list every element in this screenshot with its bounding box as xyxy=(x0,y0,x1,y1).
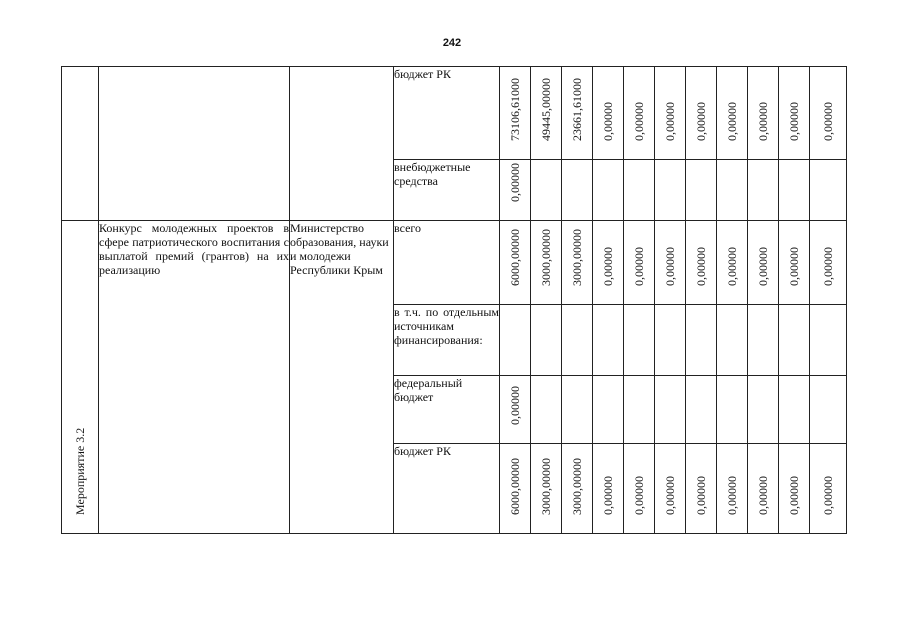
value-cell xyxy=(531,305,562,376)
value: 0,00000 xyxy=(787,102,801,141)
value: 3000,00000 xyxy=(570,229,584,286)
value: 0,00000 xyxy=(787,476,801,515)
value-cell xyxy=(779,444,810,534)
value-cell xyxy=(562,444,593,534)
value: 0,00000 xyxy=(694,247,708,286)
value-cell xyxy=(655,67,686,160)
value-cell xyxy=(686,221,717,305)
source-cell: бюджет РК xyxy=(394,67,500,160)
value: 0,00000 xyxy=(632,476,646,515)
value: 6000,00000 xyxy=(508,458,522,515)
value-cell xyxy=(624,305,655,376)
value: 0,00000 xyxy=(725,476,739,515)
value-cell xyxy=(655,444,686,534)
value-cell xyxy=(562,305,593,376)
value: 0,00000 xyxy=(756,102,770,141)
value: 0,00000 xyxy=(821,102,835,141)
value-cell xyxy=(686,376,717,444)
value: 23661,61000 xyxy=(570,78,584,141)
value-cell xyxy=(562,221,593,305)
value: 0,00000 xyxy=(821,247,835,286)
measure-label-cell xyxy=(62,221,99,534)
source-cell: федеральный бюджет xyxy=(394,376,500,444)
prev-executor-cell xyxy=(290,67,394,221)
value-cell xyxy=(655,221,686,305)
value: 0,00000 xyxy=(663,476,677,515)
value-cell xyxy=(686,67,717,160)
value-cell xyxy=(810,444,847,534)
value-cell xyxy=(748,376,779,444)
prev-name-cell xyxy=(99,67,290,221)
value-cell xyxy=(655,305,686,376)
value: 73106,61000 xyxy=(508,78,522,141)
value: 0,00000 xyxy=(663,102,677,141)
value-cell xyxy=(562,160,593,221)
value-cell xyxy=(810,67,847,160)
value: 0,00000 xyxy=(694,476,708,515)
value: 49445,00000 xyxy=(539,78,553,141)
value-cell xyxy=(810,305,847,376)
value-cell xyxy=(531,160,562,221)
value-cell xyxy=(593,376,624,444)
value-cell xyxy=(779,376,810,444)
table-row xyxy=(62,221,847,305)
value-cell xyxy=(593,67,624,160)
value-cell xyxy=(779,305,810,376)
value: 0,00000 xyxy=(756,476,770,515)
value: 0,00000 xyxy=(725,247,739,286)
source-cell: бюджет РК xyxy=(394,444,500,534)
source-cell: внебюджетные средства xyxy=(394,160,500,221)
value-cell xyxy=(531,444,562,534)
value-cell xyxy=(779,67,810,160)
value-cell xyxy=(593,160,624,221)
value: 3000,00000 xyxy=(570,458,584,515)
value: 0,00000 xyxy=(632,247,646,286)
value-cell xyxy=(810,376,847,444)
financing-table xyxy=(61,66,847,534)
value-cell xyxy=(593,221,624,305)
value: 0,00000 xyxy=(632,102,646,141)
value: 3000,00000 xyxy=(539,458,553,515)
measure-label: Мероприятие 3.2 xyxy=(73,427,87,515)
value-cell xyxy=(717,376,748,444)
value: 0,00000 xyxy=(663,247,677,286)
value: 0,00000 xyxy=(756,247,770,286)
value: 0,00000 xyxy=(787,247,801,286)
value-cell xyxy=(500,305,531,376)
value: 6000,00000 xyxy=(508,229,522,286)
value-cell xyxy=(717,221,748,305)
value-cell xyxy=(748,444,779,534)
value: 3000,00000 xyxy=(539,229,553,286)
value-cell xyxy=(810,160,847,221)
value-cell xyxy=(655,376,686,444)
value-cell xyxy=(748,67,779,160)
value-cell xyxy=(531,221,562,305)
value-cell xyxy=(624,376,655,444)
value-cell xyxy=(593,305,624,376)
value-cell xyxy=(531,67,562,160)
value-cell xyxy=(593,444,624,534)
page-number: 242 xyxy=(442,37,462,49)
value-cell xyxy=(562,376,593,444)
value: 0,00000 xyxy=(508,163,522,202)
value-cell xyxy=(500,67,531,160)
value-cell xyxy=(686,160,717,221)
value: 0,00000 xyxy=(601,247,615,286)
value-cell xyxy=(531,376,562,444)
value-cell xyxy=(717,444,748,534)
measure-name-cell: Конкурс молодежных проектов в сфере патриотического воспитания с выплатой премий (грантов) на их реализацию xyxy=(99,221,290,534)
value: 0,00000 xyxy=(601,102,615,141)
value-cell xyxy=(686,305,717,376)
table-row xyxy=(62,67,847,160)
source-cell: всего xyxy=(394,221,500,305)
value-cell xyxy=(748,221,779,305)
value-cell xyxy=(562,67,593,160)
value-cell xyxy=(624,444,655,534)
value-cell xyxy=(500,444,531,534)
value: 0,00000 xyxy=(508,386,522,425)
value-cell xyxy=(779,221,810,305)
value-cell xyxy=(810,221,847,305)
value-cell xyxy=(717,160,748,221)
measure-executor-cell: Министерство образования, науки и молодежи Республики Крым xyxy=(290,221,394,534)
value-cell xyxy=(500,221,531,305)
value-cell xyxy=(748,160,779,221)
source-cell: в т.ч. по отдельным источникам финансирования: xyxy=(394,305,500,376)
value-cell xyxy=(500,376,531,444)
value: 0,00000 xyxy=(821,476,835,515)
value: 0,00000 xyxy=(601,476,615,515)
value-cell xyxy=(500,160,531,221)
value-cell xyxy=(779,160,810,221)
value-cell xyxy=(686,444,717,534)
prev-label-cell xyxy=(62,67,99,221)
value: 0,00000 xyxy=(725,102,739,141)
value-cell xyxy=(748,305,779,376)
value-cell xyxy=(624,67,655,160)
value: 0,00000 xyxy=(694,102,708,141)
value-cell xyxy=(624,160,655,221)
value-cell xyxy=(717,305,748,376)
value-cell xyxy=(717,67,748,160)
value-cell xyxy=(655,160,686,221)
value-cell xyxy=(624,221,655,305)
